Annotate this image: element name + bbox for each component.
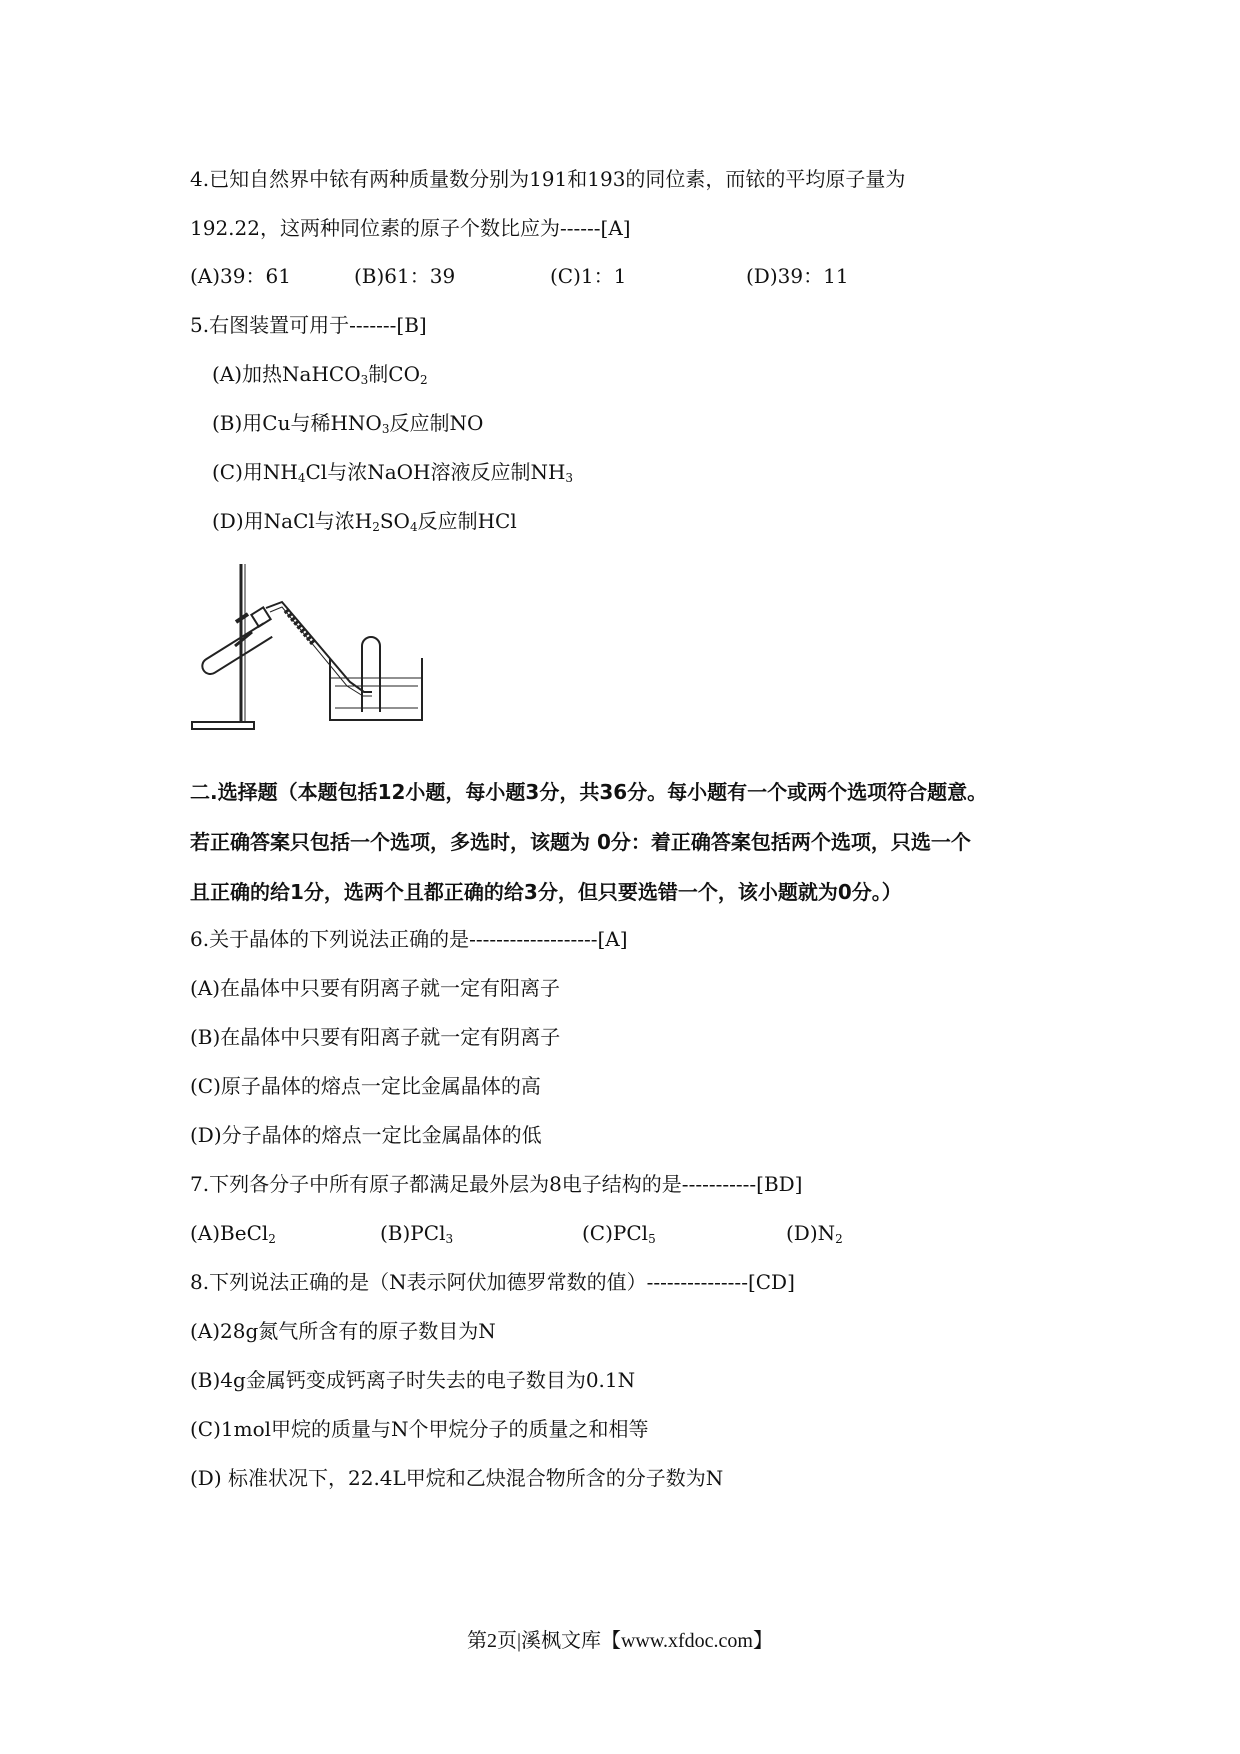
- q7-d-sub: 2: [835, 1232, 843, 1246]
- section2-heading-line2: 若正确答案只包括一个选项，多选时，该题为 0分：着正确答案包括两个选项，只选一个: [190, 830, 971, 854]
- stopper: [251, 607, 270, 626]
- q7-option-c: [582, 1219, 656, 1247]
- q5-a-text: (A)加热NaHCO: [212, 362, 361, 386]
- page-footer: 第2页|溪枫文库【www.xfdoc.com】: [466, 1630, 773, 1652]
- test-tube: [199, 623, 272, 677]
- q5-option-b: [212, 409, 483, 437]
- section2-heading-line3: 且正确的给1分，选两个且都正确的给3分，但只要选错一个，该小题就为0分。）: [190, 880, 902, 904]
- stand-base: [192, 722, 254, 729]
- q5-c-text: (C)用NH: [212, 460, 298, 484]
- q8-option-c: (C)1mol甲烷的质量与N个甲烷分子的质量之和相等: [190, 1417, 649, 1441]
- q6-option-b: (B)在晶体中只要有阳离子就一定有阴离子: [190, 1025, 561, 1049]
- gas-collection-apparatus-diagram: [190, 562, 430, 742]
- q5-option-a: [212, 360, 428, 388]
- q7-c-sub: 5: [648, 1232, 656, 1246]
- q6-stem: 6.关于晶体的下列说法正确的是-------------------[A]: [190, 927, 628, 951]
- q5-d-sub2: 4: [409, 520, 418, 534]
- q7-option-b: [380, 1219, 453, 1247]
- q7-stem: 7.下列各分子中所有原子都满足最外层为8电子结构的是-----------[BD]: [190, 1172, 803, 1196]
- q5-d-text2: SO: [379, 509, 410, 533]
- q4-stem-line2: 192.22，这两种同位素的原子个数比应为------[A]: [190, 216, 631, 240]
- q5-c-text2: Cl与浓NaOH溶液反应制NH: [305, 460, 566, 484]
- q4-option-a: (A)39：61: [190, 264, 291, 288]
- q5-option-c: [212, 458, 573, 486]
- q5-b-text: (B)用Cu与稀HNO: [212, 411, 382, 435]
- q8-option-a: (A)28g氮气所含有的原子数目为N: [190, 1319, 496, 1343]
- q4-option-d: (D)39：11: [746, 264, 849, 288]
- q6-option-d: (D)分子晶体的熔点一定比金属晶体的低: [190, 1123, 542, 1147]
- q5-a-sub1: 3: [360, 373, 369, 387]
- q5-c-sub2: 3: [565, 471, 574, 485]
- q7-a-sub: 2: [268, 1232, 276, 1246]
- q5-d-text: (D)用NaCl与浓H: [212, 509, 373, 533]
- q5-b-text2: 反应制NO: [389, 411, 484, 435]
- q8-option-d: (D) 标准状况下，22.4L甲烷和乙炔混合物所含的分子数为N: [190, 1466, 724, 1490]
- section2-heading-line1: 二.选择题（本题包括12小题，每小题3分，共36分。每小题有一个或两个选项符合题意。: [190, 780, 988, 804]
- q7-c-text: (C)PCl: [582, 1221, 649, 1245]
- q5-c-sub1: 4: [297, 471, 306, 485]
- q6-option-a: (A)在晶体中只要有阴离子就一定有阳离子: [190, 976, 561, 1000]
- collection-tube: [362, 637, 380, 712]
- q5-stem: 5.右图装置可用于-------[B]: [190, 313, 427, 337]
- q5-option-d: [212, 507, 517, 535]
- q5-d-sub1: 2: [372, 520, 380, 534]
- water-trough: [330, 658, 422, 720]
- delivery-tube-edge: [270, 607, 372, 696]
- q7-b-text: (B)PCl: [380, 1221, 446, 1245]
- q6-option-c: (C)原子晶体的熔点一定比金属晶体的高: [190, 1074, 541, 1098]
- q7-a-text: (A)BeCl: [190, 1221, 269, 1245]
- rubber-tubing: [286, 610, 314, 644]
- q8-stem: 8.下列说法正确的是（N表示阿伏加德罗常数的值）---------------[CD]: [190, 1270, 795, 1294]
- q4-stem-line1: 4.已知自然界中铱有两种质量数分别为191和193的同位素，而铱的平均原子量为: [190, 167, 906, 191]
- q5-a-text2: 制CO: [368, 362, 420, 386]
- q7-d-text: (D)N: [786, 1221, 836, 1245]
- q7-b-sub: 3: [445, 1232, 454, 1246]
- q7-option-a: [190, 1219, 276, 1247]
- q8-option-b: (B)4g金属钙变成钙离子时失去的电子数目为0.1N: [190, 1368, 636, 1392]
- q5-b-sub1: 3: [381, 422, 390, 436]
- q4-option-c: (C)1：1: [550, 264, 627, 288]
- q4-option-b: (B)61：39: [354, 264, 456, 288]
- q5-d-text3: 反应制HCl: [417, 509, 517, 533]
- q5-a-sub2: 2: [419, 373, 428, 387]
- q7-option-d: [786, 1219, 843, 1247]
